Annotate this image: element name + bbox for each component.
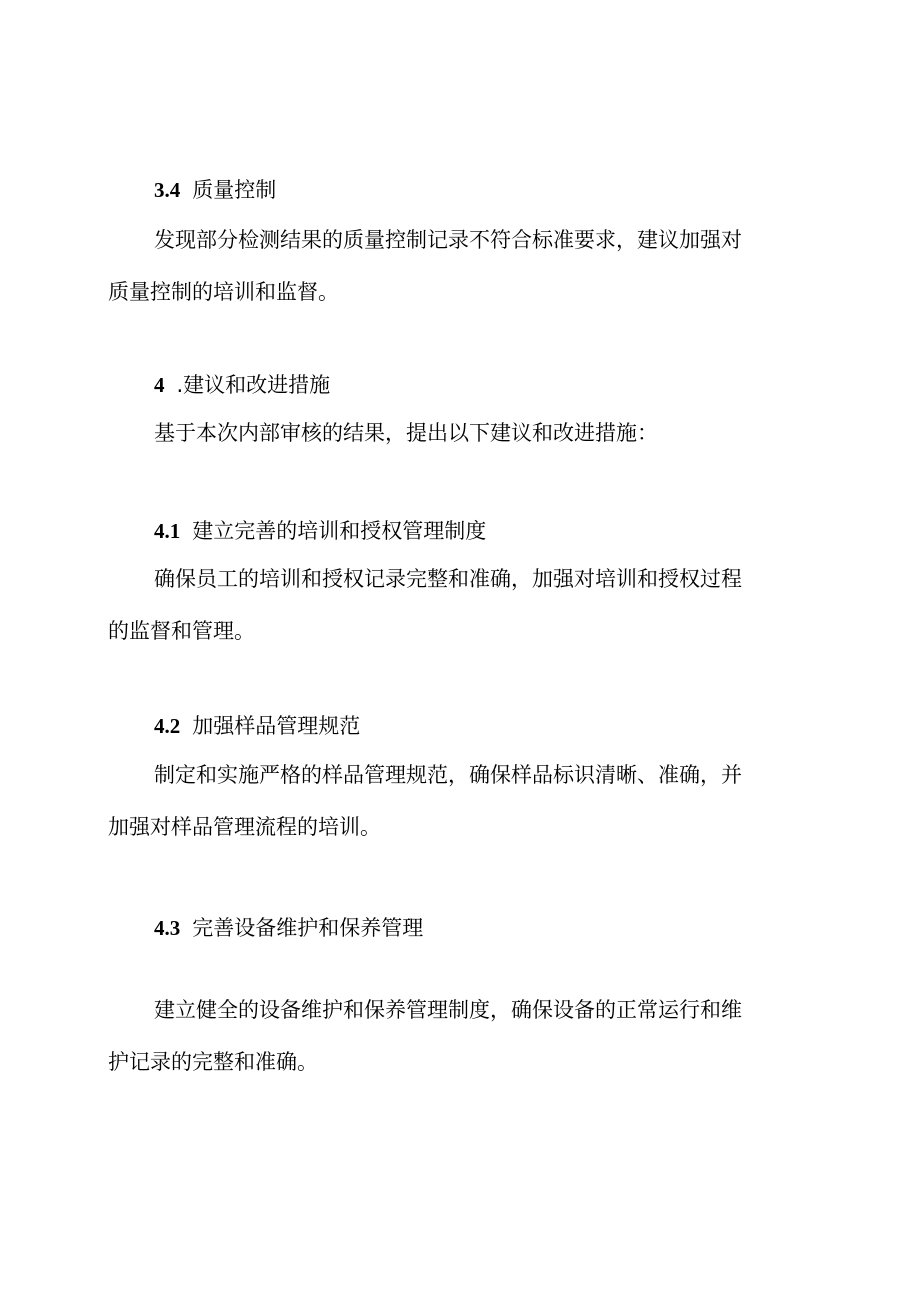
section-paragraph-4-3 bbox=[108, 984, 808, 1088]
section-paragraph-4-2 bbox=[108, 749, 808, 853]
section-paragraph-4 bbox=[108, 407, 808, 459]
section-number: 3.4 bbox=[154, 178, 181, 202]
paragraph-line: 基于本次内部审核的结果，提出以下建议和改进措施： bbox=[154, 421, 658, 445]
section-heading-4 bbox=[108, 370, 854, 400]
section-heading-4-2 bbox=[108, 711, 854, 741]
section-heading-3-4 bbox=[108, 175, 854, 205]
section-heading-4-3 bbox=[108, 913, 854, 943]
paragraph-line: 建立健全的设备维护和保养管理制度，确保设备的正常运行和维 bbox=[154, 998, 742, 1022]
section-paragraph-3-4 bbox=[108, 214, 808, 318]
section-number: 4.1 bbox=[154, 519, 181, 543]
section-title: 建立完善的培训和授权管理制度 bbox=[192, 519, 487, 543]
section-heading-4-1 bbox=[108, 516, 854, 546]
paragraph-line: 加强对样品管理流程的培训。 bbox=[108, 815, 381, 839]
paragraph-line: 质量控制的培训和监督。 bbox=[108, 280, 339, 304]
section-paragraph-4-1 bbox=[108, 553, 808, 657]
paragraph-line: 的监督和管理。 bbox=[108, 619, 255, 643]
section-number: 4 bbox=[154, 373, 165, 397]
section-number: 4.3 bbox=[154, 916, 181, 940]
paragraph-line: 确保员工的培训和授权记录完整和准确，加强对培训和授权过程 bbox=[154, 567, 742, 591]
section-title: 质量控制 bbox=[192, 178, 277, 202]
paragraph-line: 制定和实施严格的样品管理规范，确保样品标识清晰、准确，并 bbox=[154, 763, 742, 787]
section-title: 完善设备维护和保养管理 bbox=[192, 916, 424, 940]
paragraph-line: 发现部分检测结果的质量控制记录不符合标准要求，建议加强对 bbox=[154, 228, 742, 252]
section-number: 4.2 bbox=[154, 714, 181, 738]
paragraph-line: 护记录的完整和准确。 bbox=[108, 1050, 318, 1074]
section-title: .建议和改进措施 bbox=[176, 373, 331, 397]
section-title: 加强样品管理规范 bbox=[192, 714, 361, 738]
